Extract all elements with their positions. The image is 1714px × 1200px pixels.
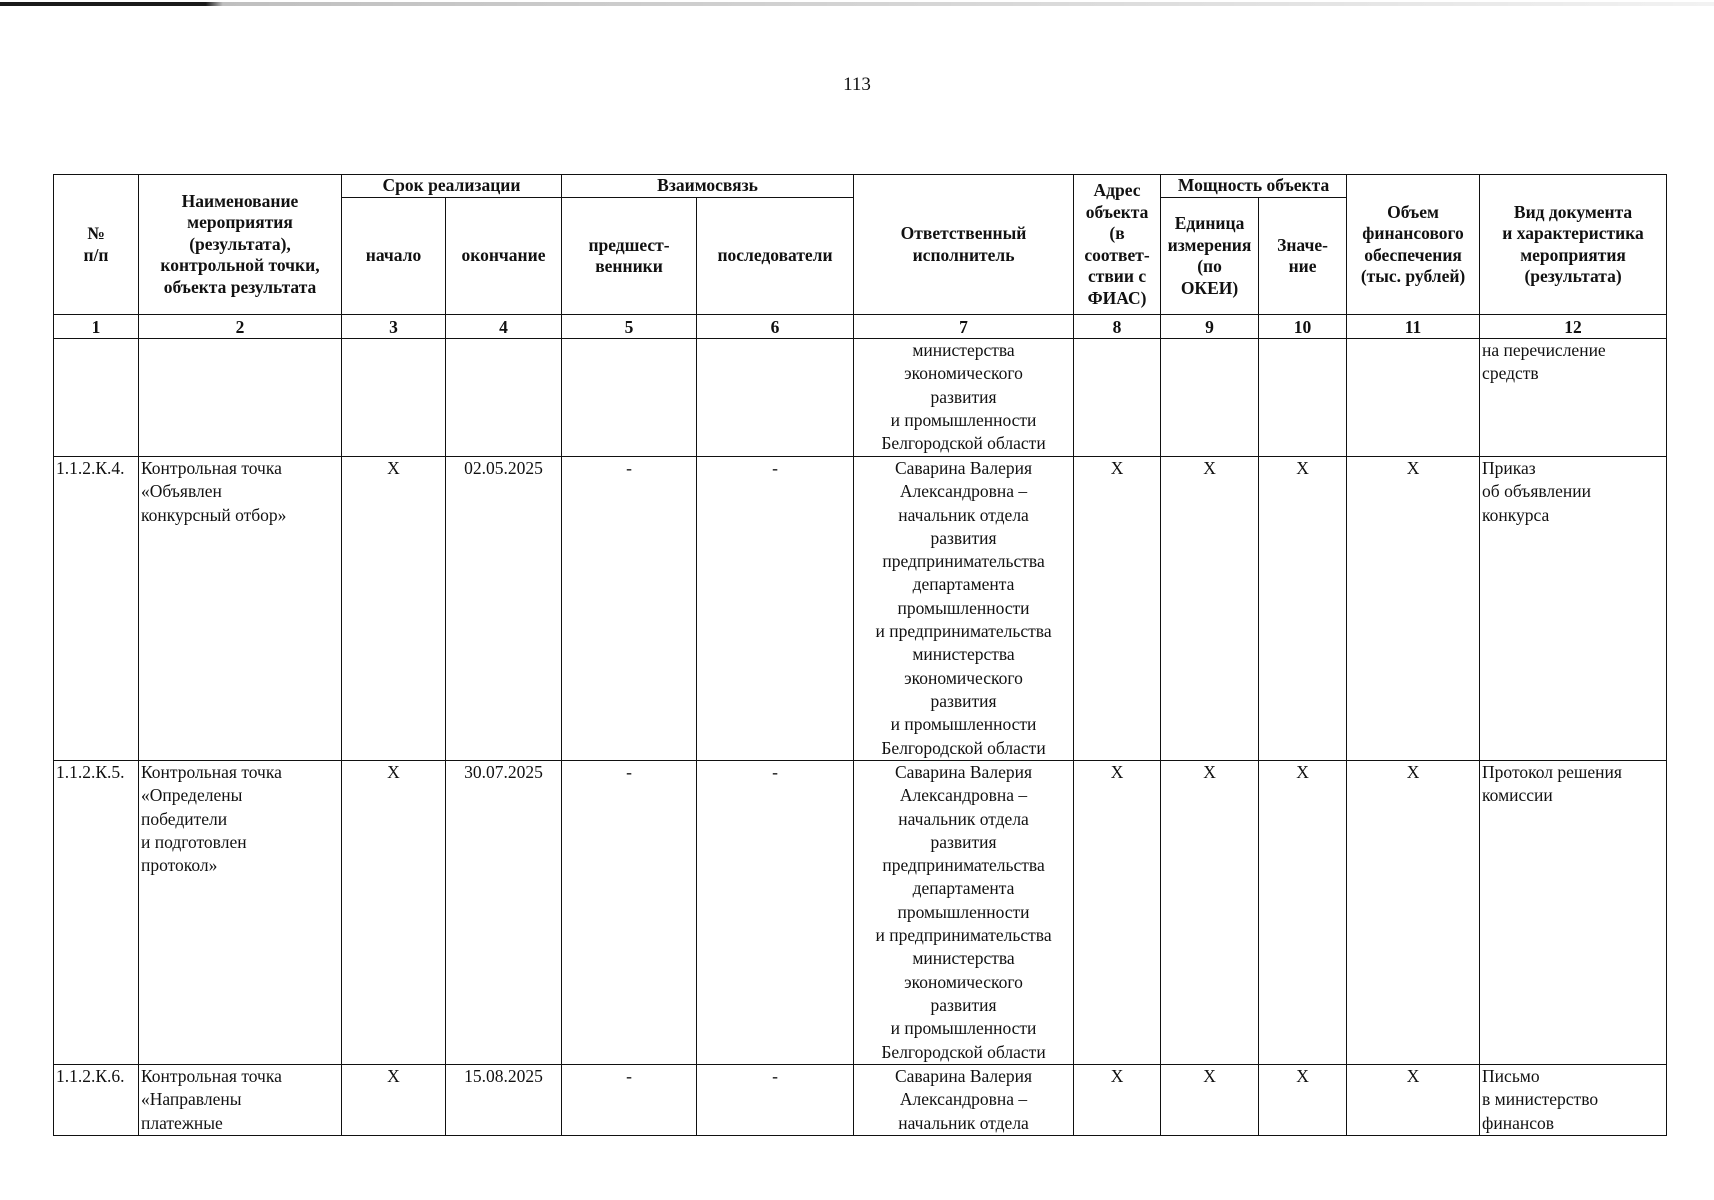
cell-end: 30.07.2025 (446, 761, 562, 1065)
header-doc-type: Вид документа и характеристика мероприятия (результата) (1480, 175, 1667, 315)
cell-unit (1161, 339, 1259, 457)
column-number: 7 (854, 315, 1074, 339)
cell-value: X (1259, 1065, 1347, 1136)
column-number: 5 (562, 315, 697, 339)
plan-table (53, 174, 1667, 1136)
column-number: 10 (1259, 315, 1347, 339)
cell-id (54, 339, 139, 457)
cell-responsible: Саварина Валерия Александровна – начальник отдела развития предпринимательства департамента промышленности и предпринимательства министерства экономического развития и промышленности Белгородской области (854, 761, 1074, 1065)
column-number: 8 (1074, 315, 1161, 339)
header-address: Адрес объекта (в соответ- ствии с ФИАС) (1074, 175, 1161, 315)
cell-finance (1347, 339, 1480, 457)
cell-end: 02.05.2025 (446, 457, 562, 761)
cell-name: Контрольная точка «Определены победители и подготовлен протокол» (139, 761, 342, 1065)
cell-start: X (342, 1065, 446, 1136)
page-number: 113 (843, 74, 871, 95)
column-number: 4 (446, 315, 562, 339)
cell-prev: - (562, 1065, 697, 1136)
cell-address: X (1074, 761, 1161, 1065)
cell-next: - (697, 761, 854, 1065)
column-number: 2 (139, 315, 342, 339)
column-number: 3 (342, 315, 446, 339)
header-name: Наименование мероприятия (результата), контрольной точки, объекта результата (139, 175, 342, 315)
cell-address: X (1074, 457, 1161, 761)
cell-value (1259, 339, 1347, 457)
cell-responsible: министерства экономического развития и промышленности Белгородской области (854, 339, 1074, 457)
cell-finance: X (1347, 457, 1480, 761)
cell-doc: Письмо в министерство финансов (1480, 1065, 1667, 1136)
header-term-group: Срок реализации (342, 175, 562, 198)
cell-next: - (697, 457, 854, 761)
header-term-end: окончание (446, 198, 562, 315)
cell-end (446, 339, 562, 457)
table-row (54, 1065, 1667, 1136)
cell-start: X (342, 457, 446, 761)
cell-start: X (342, 761, 446, 1065)
cell-prev: - (562, 761, 697, 1065)
cell-name: Контрольная точка «Объявлен конкурсный отбор» (139, 457, 342, 761)
cell-end: 15.08.2025 (446, 1065, 562, 1136)
header-link-next: последователи (697, 198, 854, 315)
cell-finance: X (1347, 1065, 1480, 1136)
header-link-prev: предшест- венники (562, 198, 697, 315)
cell-id: 1.1.2.К.5. (54, 761, 139, 1065)
cell-next: - (697, 1065, 854, 1136)
table-row (54, 761, 1667, 1065)
table-row (54, 339, 1667, 457)
cell-responsible: Саварина Валерия Александровна – начальник отдела развития предпринимательства департамента промышленности и предпринимательства министерства экономического развития и промышленности Белгородской области (854, 457, 1074, 761)
column-number: 6 (697, 315, 854, 339)
cell-finance: X (1347, 761, 1480, 1065)
header-value: Значе- ние (1259, 198, 1347, 315)
column-number: 12 (1480, 315, 1667, 339)
header-no: № п/п (54, 175, 139, 315)
header-power-group: Мощность объекта (1161, 175, 1347, 198)
cell-value: X (1259, 761, 1347, 1065)
header-link-group: Взаимосвязь (562, 175, 854, 198)
scan-edge-line (0, 2, 1714, 6)
column-number: 11 (1347, 315, 1480, 339)
cell-unit: X (1161, 761, 1259, 1065)
cell-next (697, 339, 854, 457)
cell-name (139, 339, 342, 457)
cell-prev: - (562, 457, 697, 761)
cell-responsible: Саварина Валерия Александровна – начальник отдела (854, 1065, 1074, 1136)
cell-doc: Протокол решения комиссии (1480, 761, 1667, 1065)
cell-prev (562, 339, 697, 457)
header-term-start: начало (342, 198, 446, 315)
header-responsible: Ответственный исполнитель (854, 175, 1074, 315)
cell-name: Контрольная точка «Направлены платежные (139, 1065, 342, 1136)
header-unit: Единица измерения (по ОКЕИ) (1161, 198, 1259, 315)
column-number: 9 (1161, 315, 1259, 339)
cell-start (342, 339, 446, 457)
cell-unit: X (1161, 457, 1259, 761)
cell-unit: X (1161, 1065, 1259, 1136)
cell-doc: Приказ об объявлении конкурса (1480, 457, 1667, 761)
header-finance: Объем финансового обеспечения (тыс. рублей) (1347, 175, 1480, 315)
cell-address (1074, 339, 1161, 457)
cell-id: 1.1.2.К.6. (54, 1065, 139, 1136)
cell-value: X (1259, 457, 1347, 761)
cell-doc: на перечисление средств (1480, 339, 1667, 457)
column-number-row (54, 315, 1667, 339)
cell-address: X (1074, 1065, 1161, 1136)
table-row (54, 457, 1667, 761)
cell-id: 1.1.2.К.4. (54, 457, 139, 761)
column-number: 1 (54, 315, 139, 339)
